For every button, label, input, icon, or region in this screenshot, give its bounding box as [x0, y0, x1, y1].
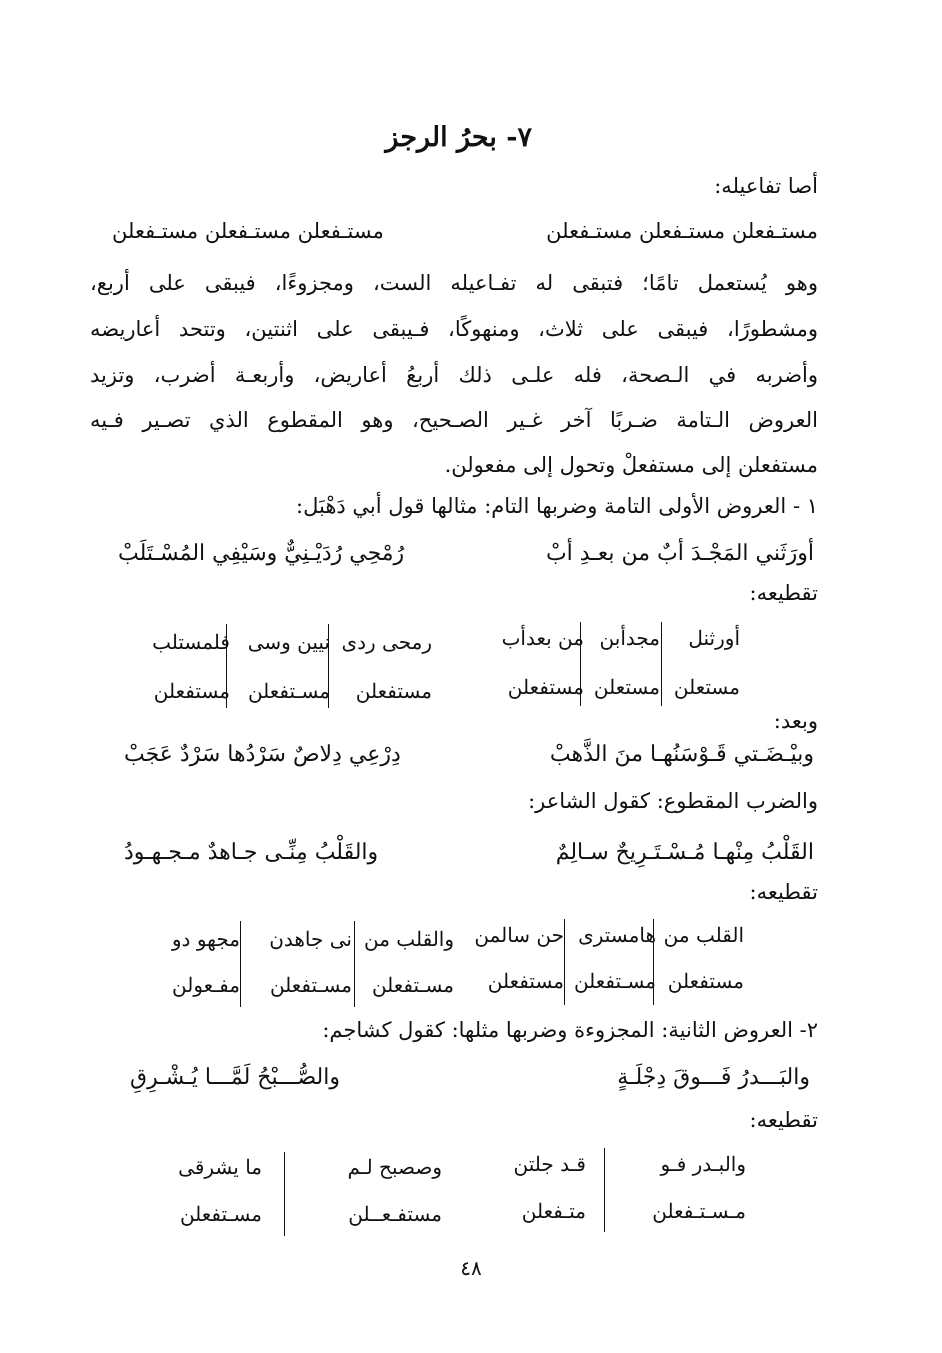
verse4-left: والصُّـــبْحُ لَمَّـــا يُـشْـرِقِ [130, 1065, 340, 1090]
foot-cell: مستفعلن [667, 969, 744, 993]
syllable-cell: مجهو دو [171, 927, 240, 951]
scheme-right-hemistich: مستـفعلن مستـفعلن مستـفعلن [546, 219, 818, 243]
intro-label: أصا تفاعيله: [714, 174, 818, 198]
section1-heading: ١ - العروض الأولى التامة وضربها التام: مثالها قول أبي دَهْبَل: [296, 494, 818, 518]
paragraph-line-1: وهو يُستعمل تامًا؛ فتبقى له تفـاعيله الست، ومجزوءًا، فيبقى على أربع، [90, 271, 818, 295]
scansion-label-1: تقطيعه: [749, 581, 818, 605]
foot-cell: مستفعلن [153, 679, 230, 703]
foot-cell: مستعلن [593, 675, 660, 699]
syllable-cell: القلب من [663, 923, 744, 947]
paragraph-line-3: وأضربه في الـصحة، فله علـى ذلك أربعُ أعاريض، وأربعـة أضرب، وتزيد [90, 363, 818, 387]
scansion-label-2: تقطيعه: [749, 880, 818, 904]
foot-cell: مستفعلن [355, 679, 432, 703]
foot-cell: مستفعلن [507, 675, 584, 699]
scansion-divider [328, 624, 329, 708]
syllable-cell: والقلب من [364, 927, 454, 951]
foot-cell: مسـتفعلن [371, 973, 454, 997]
scansion-divider [240, 921, 241, 1007]
paragraph-line-5: مستفعلن إلى مستفعلْ وتحول إلى مفعولن. [444, 453, 818, 477]
syllable-cell: نى جاهدن [269, 927, 352, 951]
verse2-left: دِرْعِي دِلاصٌ سَرْدُها سَرْدٌ عَجَبْ [124, 742, 401, 767]
maqtu-heading: والضرب المقطوع: كقول الشاعر: [528, 789, 818, 813]
syllable-cell: حن سالمن [474, 923, 564, 947]
syllable-cell: رمحى ردى [341, 630, 432, 654]
scansion-divider [604, 1148, 605, 1232]
verse3-left: والقَلْبُ مِنِّـى جـاهدٌ مـجـهـودُ [124, 840, 379, 865]
paragraph-line-2: ومشطورًا، فيبقى على ثلاث، ومنهوكًا، فـيبقى على اثنتين، وتتحد أعاريضه [90, 317, 818, 341]
paragraph-line-4: العروض الـتامة ضـربًا آخر غـير الصـحيح، وهو المقطوع الذي تصـير فـيه [90, 408, 818, 432]
foot-cell: مسـتفعلن [179, 1202, 262, 1226]
section2-heading: ٢- العروض الثانية: المجزوءة وضربها مثلها: كقول كشاجم: [322, 1018, 818, 1042]
scansion-divider [354, 921, 355, 1007]
foot-cell: مفـعولن [172, 973, 240, 997]
foot-cell: مستعلن [673, 675, 740, 699]
syllable-cell: قـد جلتن [513, 1152, 586, 1176]
chapter-title: ٧- بحرُ الرجز [385, 122, 532, 153]
syllable-cell: مجدأبن [599, 626, 660, 650]
wa-label: وبعد: [773, 709, 818, 733]
foot-cell: متـفعلن [521, 1199, 586, 1223]
foot-cell: مسـتفعلن [573, 969, 656, 993]
foot-cell: مسـتفعلن [269, 973, 352, 997]
scansion-divider [653, 919, 654, 1005]
syllable-cell: هامسترى [578, 923, 656, 947]
scansion-divider [580, 622, 581, 706]
verse1-left: رُمْحِي رُدَيْـنِيٌّ وسَيْفِي المُسْـتَلَبْ [118, 541, 405, 566]
syllable-cell: والبـدر فـو [660, 1152, 746, 1176]
verse1-right: أورَثَني المَجْـدَ أبٌ من بعـدِ أبْ [545, 541, 814, 566]
syllable-cell: نيين وسى [247, 630, 330, 654]
syllable-cell: أورثنل [688, 626, 740, 650]
verse4-right: والبَـــدرُ فَـــوقَ دِجْلَـةٍ [617, 1065, 810, 1090]
scansion-divider [284, 1152, 285, 1236]
page-number: ٤٨ [460, 1256, 482, 1280]
scheme-left-hemistich: مستـفعلن مستـفعلن مستـفعلن [112, 219, 384, 243]
syllable-cell: من بعدأب [501, 626, 584, 650]
verse3-right: القَلْبُ مِنْهـا مُـسْـتَـرِيحٌ سـالِمٌ [555, 840, 814, 865]
scansion-divider [661, 622, 662, 706]
foot-cell: مستفـعــلن [348, 1202, 442, 1226]
syllable-cell: ما يشرقى [178, 1155, 262, 1179]
foot-cell: مـسـتـفعلن [652, 1199, 746, 1223]
verse2-right: وبيْـضَـتي قَـوْسَنُهـا منَ الذَّهبْ [549, 742, 814, 767]
foot-cell: مسـتفعلن [247, 679, 330, 703]
scansion-label-3: تقطيعه: [749, 1108, 818, 1132]
syllable-cell: فلمستلب [152, 630, 230, 654]
foot-cell: مستفعلن [487, 969, 564, 993]
scansion-divider [564, 919, 565, 1005]
scansion-divider [226, 624, 227, 708]
syllable-cell: وصصبح لـم [347, 1155, 442, 1179]
